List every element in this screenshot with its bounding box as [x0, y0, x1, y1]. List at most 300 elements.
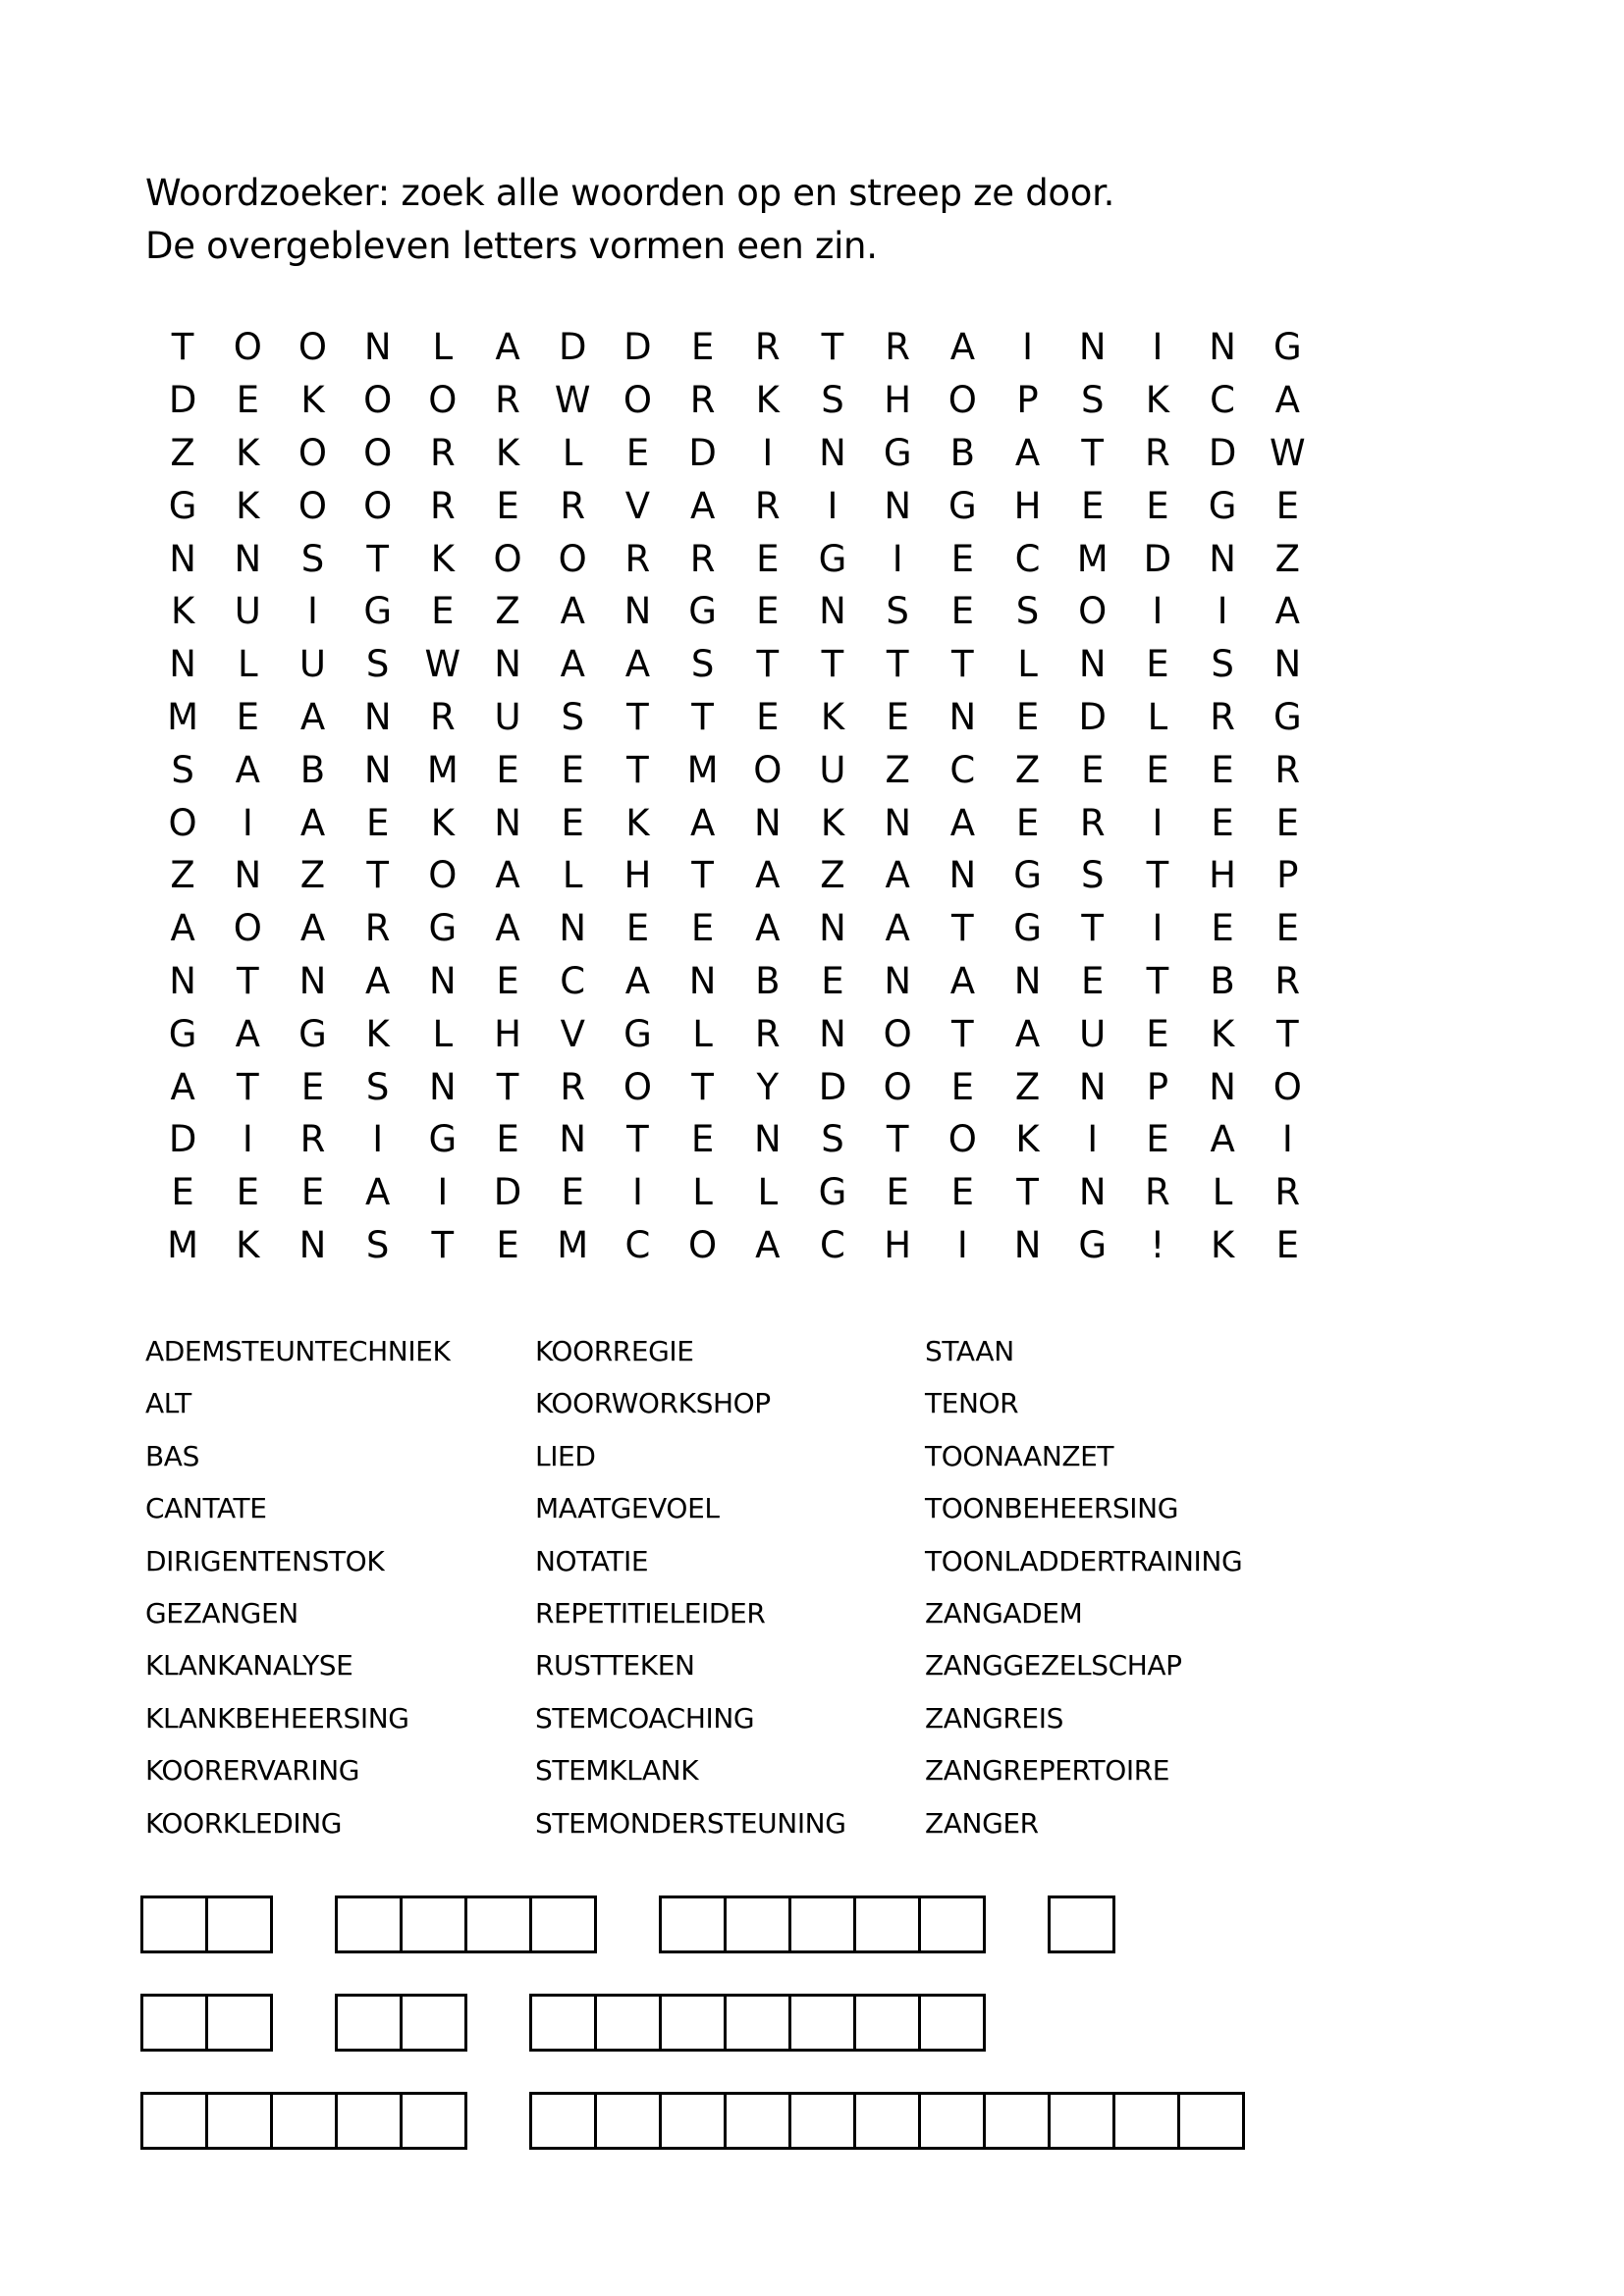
- grid-letter[interactable]: E: [1211, 748, 1234, 791]
- grid-letter[interactable]: E: [496, 484, 519, 527]
- grid-letter[interactable]: E: [690, 907, 715, 950]
- grid-letter[interactable]: A: [365, 1171, 391, 1214]
- grid-letter[interactable]: T: [756, 643, 780, 686]
- answer-letter-box[interactable]: [529, 1896, 597, 1953]
- grid-letter[interactable]: E: [1146, 748, 1169, 791]
- grid-letter[interactable]: V: [560, 1012, 585, 1055]
- grid-letter[interactable]: N: [1209, 1065, 1236, 1108]
- grid-letter[interactable]: S: [886, 590, 909, 633]
- grid-letter[interactable]: B: [1210, 959, 1235, 1002]
- grid-letter[interactable]: E: [1081, 748, 1105, 791]
- grid-letter[interactable]: D: [168, 379, 197, 422]
- grid-letter[interactable]: K: [820, 801, 845, 844]
- grid-letter[interactable]: S: [365, 1065, 390, 1108]
- grid-letter[interactable]: N: [1273, 643, 1302, 686]
- grid-letter[interactable]: T: [951, 907, 974, 950]
- grid-letter[interactable]: S: [821, 379, 844, 422]
- answer-letter-box[interactable]: [529, 2092, 597, 2150]
- grid-letter[interactable]: K: [430, 537, 455, 580]
- answer-letter-box[interactable]: [335, 2092, 403, 2150]
- grid-letter[interactable]: R: [429, 695, 456, 738]
- grid-letter[interactable]: K: [236, 1223, 260, 1266]
- answer-letter-box[interactable]: [788, 2092, 856, 2150]
- grid-letter[interactable]: L: [237, 643, 258, 686]
- grid-letter[interactable]: A: [299, 907, 326, 950]
- grid-letter[interactable]: N: [1013, 959, 1042, 1002]
- grid-letter[interactable]: N: [1209, 326, 1236, 369]
- grid-letter[interactable]: T: [886, 1118, 909, 1161]
- grid-letter[interactable]: Z: [885, 748, 910, 791]
- grid-letter[interactable]: D: [818, 1065, 847, 1108]
- answer-letter-box[interactable]: [724, 2092, 791, 2150]
- grid-letter[interactable]: Z: [495, 590, 520, 633]
- grid-letter[interactable]: E: [950, 537, 975, 580]
- grid-letter[interactable]: G: [883, 431, 912, 474]
- grid-letter[interactable]: A: [495, 854, 520, 897]
- grid-letter[interactable]: R: [299, 1118, 326, 1161]
- grid-letter[interactable]: Y: [756, 1065, 780, 1108]
- grid-letter[interactable]: O: [363, 379, 393, 422]
- grid-letter[interactable]: B: [949, 431, 976, 474]
- answer-letter-box[interactable]: [400, 1994, 467, 2052]
- grid-letter[interactable]: E: [1081, 484, 1105, 527]
- grid-letter[interactable]: E: [1275, 1223, 1299, 1266]
- grid-letter[interactable]: T: [691, 854, 714, 897]
- grid-letter[interactable]: U: [819, 748, 846, 791]
- grid-letter[interactable]: A: [689, 484, 716, 527]
- answer-letter-box[interactable]: [205, 1896, 273, 1953]
- grid-letter[interactable]: L: [562, 431, 583, 474]
- grid-letter[interactable]: G: [818, 1171, 847, 1214]
- grid-letter[interactable]: T: [1081, 907, 1105, 950]
- grid-letter[interactable]: Z: [820, 854, 845, 897]
- grid-letter[interactable]: N: [169, 959, 196, 1002]
- grid-letter[interactable]: A: [689, 801, 716, 844]
- grid-letter[interactable]: S: [300, 537, 325, 580]
- grid-letter[interactable]: Z: [170, 854, 195, 897]
- grid-letter[interactable]: O: [493, 537, 522, 580]
- grid-letter[interactable]: D: [623, 326, 652, 369]
- grid-letter[interactable]: G: [688, 590, 717, 633]
- grid-letter[interactable]: A: [755, 1223, 781, 1266]
- answer-letter-box[interactable]: [205, 2092, 273, 2150]
- grid-letter[interactable]: T: [1275, 1012, 1299, 1055]
- grid-letter[interactable]: E: [690, 1118, 715, 1161]
- grid-letter[interactable]: I: [762, 431, 774, 474]
- grid-letter[interactable]: A: [1274, 590, 1300, 633]
- answer-letter-box[interactable]: [788, 1896, 856, 1953]
- grid-letter[interactable]: T: [431, 1223, 455, 1266]
- grid-letter[interactable]: R: [1145, 1171, 1170, 1214]
- grid-letter[interactable]: E: [300, 1171, 325, 1214]
- grid-letter[interactable]: T: [496, 1065, 519, 1108]
- grid-letter[interactable]: L: [1212, 1171, 1233, 1214]
- grid-letter[interactable]: O: [1272, 1065, 1302, 1108]
- grid-letter[interactable]: S: [171, 748, 194, 791]
- grid-letter[interactable]: R: [689, 379, 716, 422]
- grid-letter[interactable]: I: [1087, 1118, 1099, 1161]
- grid-letter[interactable]: E: [1275, 907, 1299, 950]
- grid-letter[interactable]: E: [1275, 484, 1299, 527]
- grid-letter[interactable]: R: [754, 484, 781, 527]
- grid-letter[interactable]: L: [692, 1012, 713, 1055]
- grid-letter[interactable]: I: [631, 1171, 643, 1214]
- grid-letter[interactable]: L: [562, 854, 583, 897]
- answer-letter-box[interactable]: [140, 1994, 208, 2052]
- grid-letter[interactable]: R: [885, 326, 911, 369]
- grid-letter[interactable]: E: [1146, 1118, 1169, 1161]
- grid-letter[interactable]: A: [755, 854, 781, 897]
- answer-letter-box[interactable]: [594, 2092, 662, 2150]
- grid-letter[interactable]: T: [886, 643, 909, 686]
- answer-letter-box[interactable]: [659, 1994, 727, 2052]
- grid-letter[interactable]: E: [1146, 1012, 1169, 1055]
- grid-letter[interactable]: T: [171, 326, 194, 369]
- grid-letter[interactable]: M: [167, 695, 199, 738]
- grid-letter[interactable]: G: [168, 484, 197, 527]
- grid-letter[interactable]: C: [1210, 379, 1236, 422]
- answer-letter-box[interactable]: [853, 1896, 921, 1953]
- answer-letter-box[interactable]: [918, 1896, 986, 1953]
- grid-letter[interactable]: T: [236, 959, 259, 1002]
- grid-letter[interactable]: K: [1210, 1012, 1235, 1055]
- answer-letter-box[interactable]: [335, 1896, 403, 1953]
- grid-letter[interactable]: O: [623, 379, 652, 422]
- grid-letter[interactable]: T: [951, 1012, 974, 1055]
- grid-letter[interactable]: E: [1211, 907, 1234, 950]
- grid-letter[interactable]: E: [756, 695, 780, 738]
- grid-letter[interactable]: N: [559, 907, 587, 950]
- grid-letter[interactable]: I: [956, 1223, 968, 1266]
- grid-letter[interactable]: O: [947, 379, 977, 422]
- grid-letter[interactable]: E: [1211, 801, 1234, 844]
- grid-letter[interactable]: C: [560, 959, 586, 1002]
- grid-letter[interactable]: O: [883, 1012, 912, 1055]
- grid-letter[interactable]: O: [558, 537, 587, 580]
- grid-letter[interactable]: N: [884, 801, 911, 844]
- grid-letter[interactable]: N: [819, 590, 846, 633]
- grid-letter[interactable]: G: [168, 1012, 197, 1055]
- grid-letter[interactable]: M: [686, 748, 719, 791]
- grid-letter[interactable]: T: [366, 854, 389, 897]
- grid-letter[interactable]: Z: [1014, 748, 1041, 791]
- grid-letter[interactable]: A: [949, 959, 975, 1002]
- grid-letter[interactable]: E: [690, 326, 715, 369]
- grid-letter[interactable]: S: [1080, 854, 1105, 897]
- grid-letter[interactable]: G: [818, 537, 847, 580]
- grid-letter[interactable]: K: [820, 695, 845, 738]
- grid-letter[interactable]: A: [624, 643, 651, 686]
- grid-letter[interactable]: A: [560, 643, 585, 686]
- grid-letter[interactable]: V: [624, 484, 651, 527]
- grid-letter[interactable]: E: [1015, 801, 1040, 844]
- grid-letter[interactable]: E: [236, 695, 259, 738]
- grid-letter[interactable]: G: [428, 907, 458, 950]
- grid-letter[interactable]: D: [493, 1171, 522, 1214]
- grid-letter[interactable]: O: [298, 326, 328, 369]
- grid-letter[interactable]: H: [1209, 854, 1236, 897]
- grid-letter[interactable]: I: [242, 1118, 253, 1161]
- answer-letter-box[interactable]: [724, 1994, 791, 2052]
- grid-letter[interactable]: A: [365, 959, 391, 1002]
- grid-letter[interactable]: S: [365, 643, 390, 686]
- grid-letter[interactable]: E: [1015, 695, 1040, 738]
- grid-letter[interactable]: R: [1274, 959, 1301, 1002]
- grid-letter[interactable]: T: [821, 643, 844, 686]
- grid-letter[interactable]: R: [1274, 1171, 1301, 1214]
- grid-letter[interactable]: G: [363, 590, 392, 633]
- grid-letter[interactable]: G: [1272, 695, 1302, 738]
- grid-letter[interactable]: E: [950, 590, 975, 633]
- grid-letter[interactable]: A: [170, 907, 195, 950]
- grid-letter[interactable]: N: [494, 801, 521, 844]
- grid-letter[interactable]: R: [754, 326, 781, 369]
- grid-letter[interactable]: E: [236, 1171, 259, 1214]
- grid-letter[interactable]: S: [1015, 590, 1040, 633]
- grid-letter[interactable]: U: [298, 643, 327, 686]
- grid-letter[interactable]: A: [235, 1012, 260, 1055]
- grid-letter[interactable]: N: [1209, 537, 1236, 580]
- grid-letter[interactable]: K: [625, 801, 650, 844]
- grid-letter[interactable]: I: [1152, 907, 1164, 950]
- grid-letter[interactable]: T: [821, 326, 844, 369]
- grid-letter[interactable]: A: [495, 907, 520, 950]
- grid-letter[interactable]: O: [753, 748, 783, 791]
- grid-letter[interactable]: I: [1152, 326, 1164, 369]
- grid-letter[interactable]: E: [821, 959, 844, 1002]
- grid-letter[interactable]: T: [626, 695, 649, 738]
- grid-letter[interactable]: D: [1208, 431, 1237, 474]
- answer-letter-box[interactable]: [205, 1994, 273, 2052]
- grid-letter[interactable]: T: [236, 1065, 259, 1108]
- grid-letter[interactable]: S: [1211, 643, 1234, 686]
- grid-letter[interactable]: R: [429, 431, 456, 474]
- grid-letter[interactable]: E: [561, 748, 584, 791]
- grid-letter[interactable]: N: [234, 537, 262, 580]
- grid-letter[interactable]: L: [432, 1012, 454, 1055]
- grid-letter[interactable]: T: [1146, 959, 1169, 1002]
- grid-letter[interactable]: K: [755, 379, 780, 422]
- answer-letter-box[interactable]: [1048, 1896, 1115, 1953]
- grid-letter[interactable]: K: [1145, 379, 1170, 422]
- grid-letter[interactable]: U: [1079, 1012, 1107, 1055]
- answer-letter-box[interactable]: [464, 1896, 532, 1953]
- grid-letter[interactable]: E: [1146, 484, 1169, 527]
- grid-letter[interactable]: R: [624, 537, 651, 580]
- grid-letter[interactable]: E: [625, 907, 650, 950]
- answer-letter-box[interactable]: [918, 2092, 986, 2150]
- grid-letter[interactable]: D: [688, 431, 717, 474]
- grid-letter[interactable]: S: [690, 643, 715, 686]
- grid-letter[interactable]: T: [691, 695, 714, 738]
- grid-letter[interactable]: E: [756, 537, 780, 580]
- grid-letter[interactable]: H: [494, 1012, 521, 1055]
- grid-letter[interactable]: I: [307, 590, 318, 633]
- grid-letter[interactable]: Z: [170, 431, 195, 474]
- answer-letter-box[interactable]: [724, 1896, 791, 1953]
- grid-letter[interactable]: N: [559, 1118, 587, 1161]
- answer-letter-box[interactable]: [1112, 2092, 1180, 2150]
- grid-letter[interactable]: G: [623, 1012, 652, 1055]
- answer-letter-box[interactable]: [400, 2092, 467, 2150]
- grid-letter[interactable]: Z: [1014, 1065, 1041, 1108]
- grid-letter[interactable]: E: [561, 801, 584, 844]
- grid-letter[interactable]: H: [623, 854, 652, 897]
- grid-letter[interactable]: N: [1078, 1171, 1107, 1214]
- grid-letter[interactable]: N: [1078, 643, 1107, 686]
- grid-letter[interactable]: K: [430, 801, 455, 844]
- grid-letter[interactable]: N: [753, 1118, 782, 1161]
- grid-letter[interactable]: R: [560, 1065, 586, 1108]
- grid-letter[interactable]: C: [624, 1223, 651, 1266]
- grid-letter[interactable]: T: [1016, 1171, 1039, 1214]
- grid-letter[interactable]: P: [1146, 1065, 1169, 1108]
- grid-letter[interactable]: E: [496, 1118, 519, 1161]
- grid-letter[interactable]: N: [1078, 326, 1107, 369]
- grid-letter[interactable]: T: [951, 643, 974, 686]
- grid-letter[interactable]: Z: [1274, 537, 1300, 580]
- grid-letter[interactable]: R: [1274, 748, 1301, 791]
- grid-letter[interactable]: O: [428, 379, 458, 422]
- grid-letter[interactable]: N: [884, 959, 911, 1002]
- grid-letter[interactable]: T: [1081, 431, 1105, 474]
- grid-letter[interactable]: H: [884, 1223, 912, 1266]
- answer-letter-box[interactable]: [140, 1896, 208, 1953]
- answer-letter-box[interactable]: [529, 1994, 597, 2052]
- grid-letter[interactable]: O: [298, 484, 328, 527]
- grid-letter[interactable]: I: [372, 1118, 384, 1161]
- answer-letter-box[interactable]: [918, 1994, 986, 2052]
- grid-letter[interactable]: N: [688, 959, 717, 1002]
- grid-letter[interactable]: T: [1146, 854, 1169, 897]
- grid-letter[interactable]: W: [554, 379, 591, 422]
- grid-letter[interactable]: K: [300, 379, 325, 422]
- grid-letter[interactable]: T: [366, 537, 389, 580]
- grid-letter[interactable]: D: [558, 326, 587, 369]
- grid-letter[interactable]: Z: [299, 854, 326, 897]
- grid-letter[interactable]: N: [623, 590, 652, 633]
- grid-letter[interactable]: I: [1152, 590, 1164, 633]
- grid-letter[interactable]: A: [1014, 431, 1041, 474]
- grid-letter[interactable]: R: [495, 379, 520, 422]
- grid-letter[interactable]: A: [299, 801, 326, 844]
- grid-letter[interactable]: O: [363, 484, 393, 527]
- grid-letter[interactable]: U: [494, 695, 521, 738]
- grid-letter[interactable]: I: [242, 801, 253, 844]
- grid-letter[interactable]: N: [819, 907, 846, 950]
- grid-letter[interactable]: A: [170, 1065, 195, 1108]
- grid-letter[interactable]: G: [948, 484, 977, 527]
- grid-letter[interactable]: N: [169, 643, 196, 686]
- grid-letter[interactable]: H: [884, 379, 912, 422]
- grid-letter[interactable]: E: [236, 379, 259, 422]
- grid-letter[interactable]: L: [1017, 643, 1038, 686]
- grid-letter[interactable]: K: [1210, 1223, 1235, 1266]
- grid-letter[interactable]: N: [363, 748, 392, 791]
- grid-letter[interactable]: N: [494, 643, 521, 686]
- grid-letter[interactable]: I: [1217, 590, 1228, 633]
- grid-letter[interactable]: N: [363, 326, 392, 369]
- grid-letter[interactable]: T: [626, 748, 649, 791]
- grid-letter[interactable]: R: [1145, 431, 1170, 474]
- grid-letter[interactable]: A: [755, 907, 781, 950]
- grid-letter[interactable]: A: [624, 959, 651, 1002]
- grid-letter[interactable]: O: [428, 854, 458, 897]
- grid-letter[interactable]: W: [424, 643, 461, 686]
- grid-letter[interactable]: A: [885, 854, 910, 897]
- grid-letter[interactable]: M: [1076, 537, 1109, 580]
- grid-letter[interactable]: E: [496, 959, 519, 1002]
- grid-letter[interactable]: N: [819, 431, 846, 474]
- grid-letter[interactable]: A: [235, 748, 260, 791]
- grid-letter[interactable]: E: [886, 1171, 909, 1214]
- grid-letter[interactable]: S: [561, 695, 584, 738]
- grid-letter[interactable]: A: [299, 695, 326, 738]
- answer-letter-box[interactable]: [594, 1994, 662, 2052]
- grid-letter[interactable]: A: [1274, 379, 1300, 422]
- grid-letter[interactable]: K: [170, 590, 195, 633]
- grid-letter[interactable]: N: [1078, 1065, 1107, 1108]
- grid-letter[interactable]: E: [1275, 801, 1299, 844]
- grid-letter[interactable]: G: [1272, 326, 1302, 369]
- grid-letter[interactable]: E: [950, 1171, 975, 1214]
- grid-letter[interactable]: R: [1079, 801, 1106, 844]
- grid-letter[interactable]: A: [949, 326, 975, 369]
- grid-letter[interactable]: O: [947, 1118, 977, 1161]
- grid-letter[interactable]: E: [431, 590, 455, 633]
- grid-letter[interactable]: S: [1080, 379, 1105, 422]
- grid-letter[interactable]: O: [363, 431, 393, 474]
- grid-letter[interactable]: T: [691, 1065, 714, 1108]
- grid-letter[interactable]: L: [1147, 695, 1168, 738]
- answer-letter-box[interactable]: [788, 1994, 856, 2052]
- grid-letter[interactable]: M: [557, 1223, 589, 1266]
- grid-letter[interactable]: E: [886, 695, 909, 738]
- grid-letter[interactable]: P: [1016, 379, 1039, 422]
- grid-letter[interactable]: N: [753, 801, 782, 844]
- grid-letter[interactable]: E: [300, 1065, 325, 1108]
- grid-letter[interactable]: E: [1081, 959, 1105, 1002]
- grid-letter[interactable]: A: [1014, 1012, 1041, 1055]
- grid-letter[interactable]: N: [363, 695, 392, 738]
- grid-letter[interactable]: O: [168, 801, 197, 844]
- grid-letter[interactable]: E: [561, 1171, 584, 1214]
- grid-letter[interactable]: N: [948, 695, 977, 738]
- grid-letter[interactable]: E: [171, 1171, 194, 1214]
- grid-letter[interactable]: C: [820, 1223, 845, 1266]
- grid-letter[interactable]: E: [950, 1065, 975, 1108]
- answer-letter-box[interactable]: [1177, 2092, 1245, 2150]
- grid-letter[interactable]: O: [623, 1065, 652, 1108]
- grid-letter[interactable]: I: [1281, 1118, 1293, 1161]
- grid-letter[interactable]: R: [689, 537, 716, 580]
- grid-letter[interactable]: N: [884, 484, 911, 527]
- grid-letter[interactable]: T: [626, 1118, 649, 1161]
- grid-letter[interactable]: N: [948, 854, 977, 897]
- grid-letter[interactable]: D: [1143, 537, 1172, 580]
- answer-letter-box[interactable]: [853, 1994, 921, 2052]
- grid-letter[interactable]: R: [1210, 695, 1235, 738]
- answer-letter-box[interactable]: [140, 2092, 208, 2150]
- grid-letter[interactable]: G: [298, 1012, 327, 1055]
- grid-letter[interactable]: N: [429, 1065, 457, 1108]
- grid-letter[interactable]: U: [234, 590, 261, 633]
- grid-letter[interactable]: O: [688, 1223, 718, 1266]
- grid-letter[interactable]: M: [426, 748, 459, 791]
- grid-letter[interactable]: A: [560, 590, 585, 633]
- answer-letter-box[interactable]: [659, 2092, 727, 2150]
- grid-letter[interactable]: P: [1276, 854, 1299, 897]
